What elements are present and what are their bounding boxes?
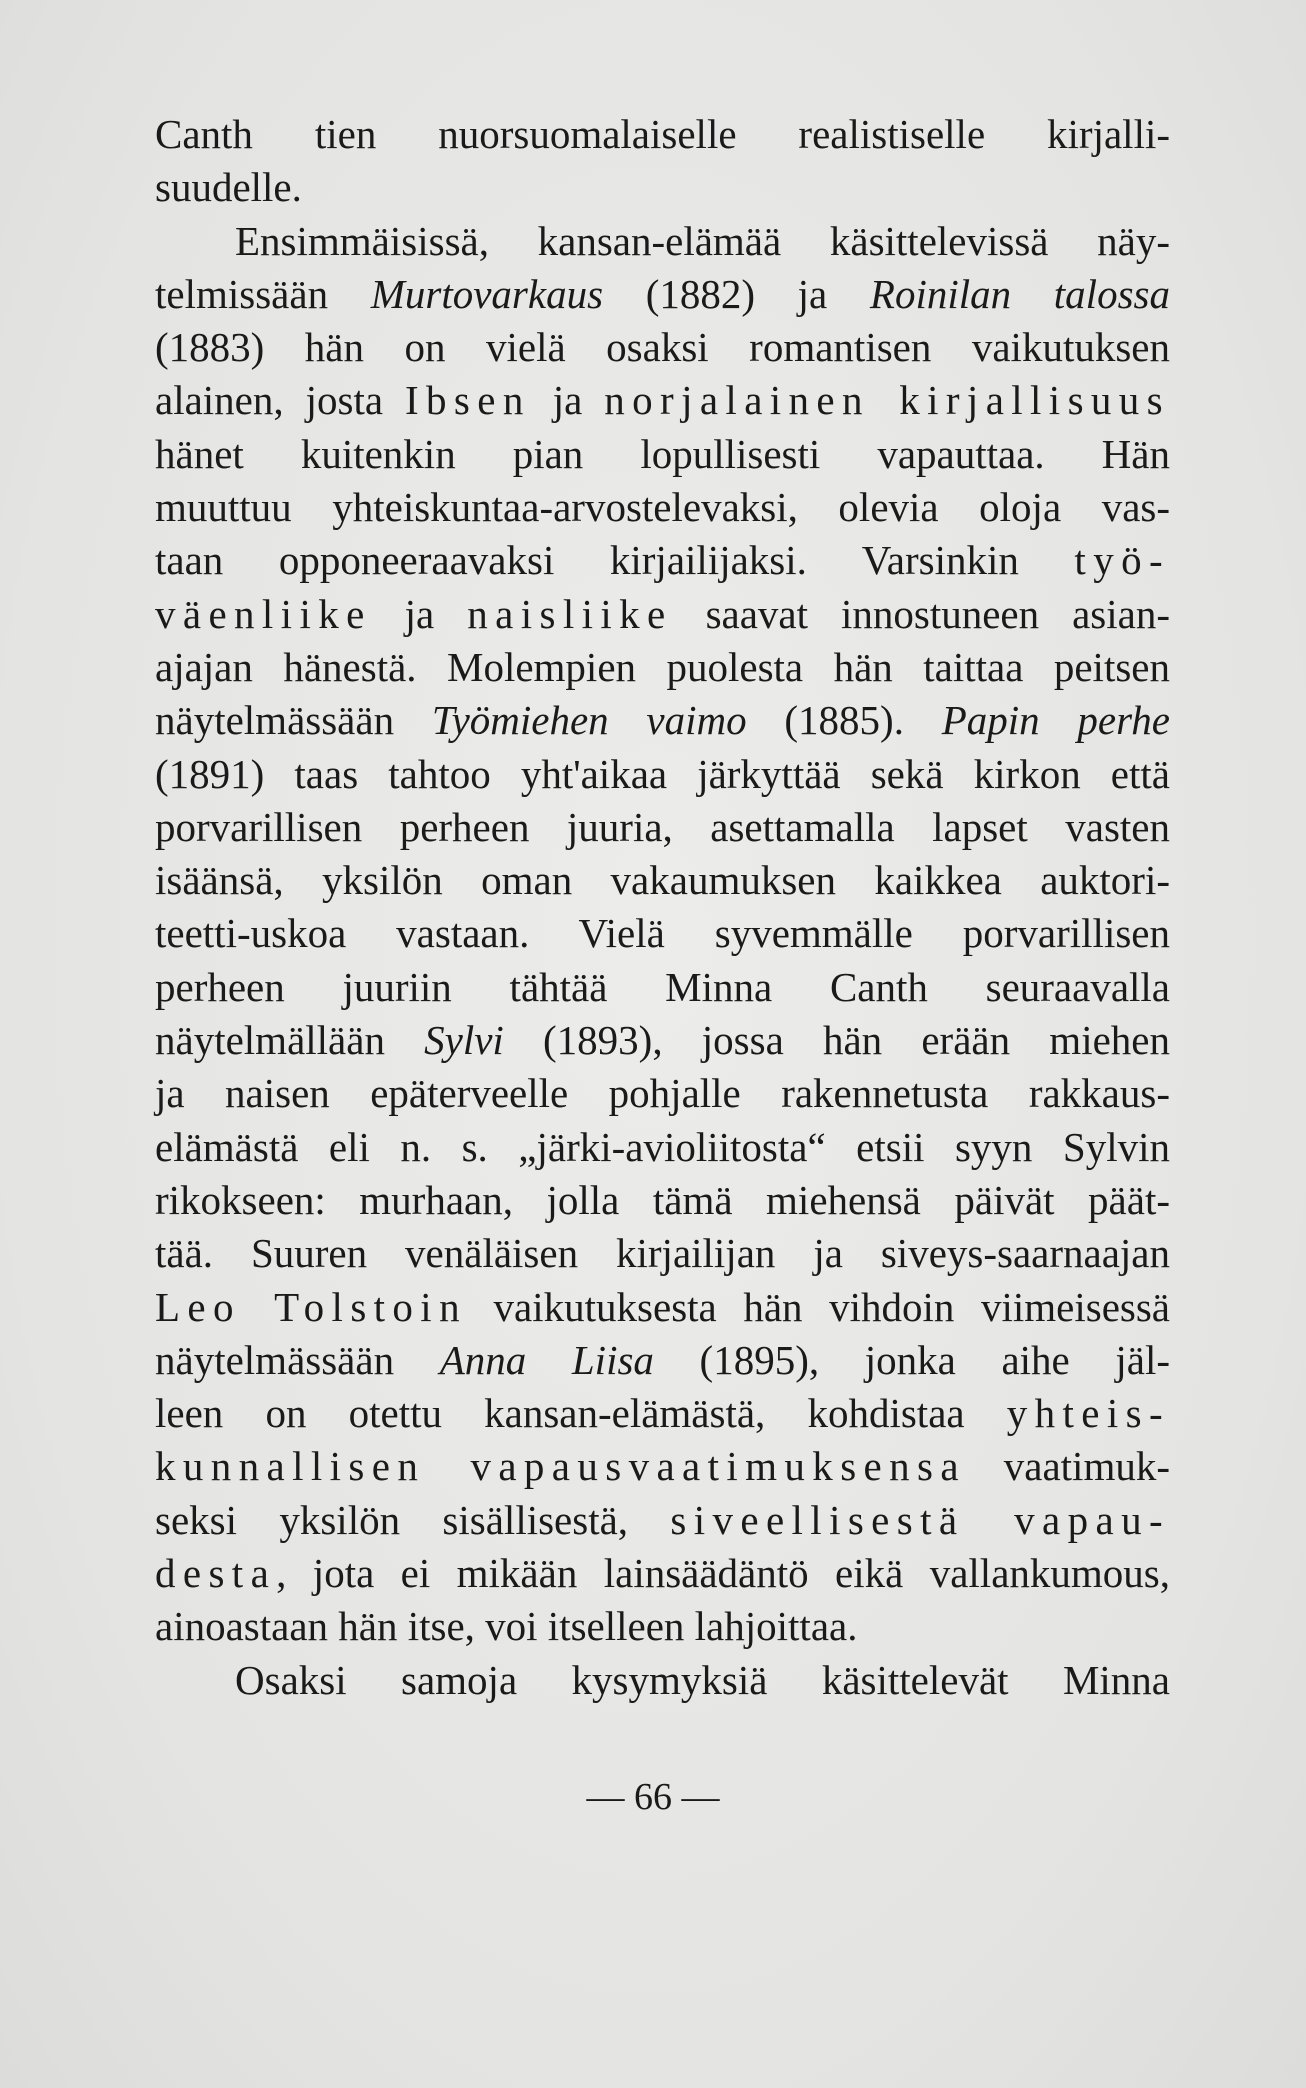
text-line	[155, 961, 1170, 1014]
text-line	[155, 215, 1170, 268]
italic-title-text: Työmiehen vaimo	[431, 697, 747, 744]
text-segment: isäänsä, yksilön oman vakaumuksen kaikkea auktori-	[155, 857, 1170, 904]
text-segment: , jota ei mikään lainsäädäntö eikä vallankumous,	[276, 1550, 1170, 1597]
text-line	[155, 801, 1170, 854]
text-segment: (1891) taas tahtoo yht'aikaa järkyttää sekä kirkon että	[155, 750, 1170, 797]
text-segment: muuttuu yhteiskuntaa-arvostelevaksi, olevia oloja vas-	[155, 484, 1170, 531]
text-line	[155, 534, 1170, 587]
text-line	[155, 1494, 1170, 1547]
text-line	[155, 481, 1170, 534]
text-line	[155, 748, 1170, 801]
text-segment: vaatimuk-	[965, 1443, 1170, 1490]
text-segment: (1882) ja	[603, 270, 870, 317]
text-segment: (1883) hän on vielä osaksi romantisen vaikutuksen	[155, 324, 1170, 371]
spaced-emphasis-text: kunnallisen vapausvaatimuksensa	[155, 1443, 966, 1490]
text-segment: näytelmässään	[155, 1336, 440, 1383]
spaced-emphasis-text: Ibsen	[405, 377, 531, 424]
spaced-emphasis-text: siveellisestä vapau-	[670, 1496, 1170, 1543]
text-segment: taan opponeeraavaksi kirjailijaksi. Varsinkin	[155, 537, 1075, 584]
text-segment: tää. Suuren venäläisen kirjailijan ja siveys-saarnaajan	[155, 1230, 1170, 1277]
text-segment: porvarillisen perheen juuria, asettamalla lapset vasten	[155, 803, 1170, 850]
text-line	[155, 374, 1170, 427]
spaced-emphasis-text: norjalainen kirjallisuus	[604, 377, 1171, 424]
text-segment: elämästä eli n. s. „järki-avioliitosta“ etsii syyn Sylvin	[155, 1123, 1170, 1170]
text-segment: alainen, josta	[155, 377, 406, 424]
text-line	[155, 1227, 1170, 1280]
text-segment: Osaksi samoja kysymyksiä käsittelevät Minna	[235, 1656, 1170, 1703]
text-line	[155, 1654, 1170, 1707]
text-segment: perheen juuriin tähtää Minna Canth seuraavalla	[155, 963, 1170, 1010]
italic-title-text: Murtovarkaus	[370, 270, 604, 317]
spaced-emphasis-text: naisliike	[467, 590, 673, 637]
text-segment: Canth tien nuorsuomalaiselle realistiselle kirjalli-	[155, 111, 1170, 157]
body-text	[155, 108, 1170, 1707]
italic-title-text: Anna Liisa	[439, 1336, 654, 1383]
text-segment: näytelmällään	[155, 1017, 425, 1064]
text-segment: hänet kuitenkin pian lopullisesti vapauttaa. Hän	[155, 430, 1170, 477]
text-segment: (1885).	[746, 697, 942, 744]
text-segment: (1893), jossa hän erään miehen	[503, 1017, 1170, 1064]
text-line	[155, 1281, 1170, 1334]
spaced-emphasis-text: työ-	[1074, 537, 1170, 584]
text-segment: saavat innostuneen asian-	[672, 590, 1171, 637]
text-line	[155, 161, 1170, 214]
italic-title-text: Roinilan talossa	[869, 270, 1170, 317]
text-line	[155, 1174, 1170, 1227]
text-line	[155, 321, 1170, 374]
text-line	[155, 854, 1170, 907]
text-line	[155, 1067, 1170, 1120]
text-segment: teetti-uskoa vastaan. Vielä syvemmälle porvarillisen	[155, 910, 1170, 957]
text-line	[155, 1014, 1170, 1067]
text-segment: suudelle.	[155, 164, 302, 211]
text-line	[155, 268, 1170, 321]
text-segment: telmissään	[155, 270, 371, 317]
text-segment: ja	[530, 377, 605, 424]
text-segment: ja naisen epäterveelle pohjalle rakennetusta rakkaus-	[155, 1070, 1170, 1117]
spaced-emphasis-text: väenliike	[155, 590, 372, 637]
text-segment: ja	[371, 590, 468, 637]
text-segment: leen on otettu kansan-elämästä, kohdistaa	[155, 1390, 1007, 1437]
text-line	[155, 1440, 1170, 1493]
text-line	[155, 588, 1170, 641]
text-segment: vaikutuksesta hän vihdoin viimeisessä	[466, 1283, 1171, 1330]
text-line	[155, 1387, 1170, 1440]
spaced-emphasis-text: desta	[155, 1550, 277, 1597]
italic-title-text: Papin perhe	[941, 697, 1170, 744]
text-line	[155, 428, 1170, 481]
text-line	[155, 1600, 1170, 1653]
page-number: — 66 —	[586, 1776, 720, 1818]
text-segment: näytelmässään	[155, 697, 432, 744]
text-segment: ajajan hänestä. Molempien puolesta hän taittaa peitsen	[155, 643, 1170, 690]
text-line	[155, 108, 1170, 161]
text-line	[155, 1334, 1170, 1387]
spaced-emphasis-text: yhteis-	[1006, 1390, 1170, 1437]
text-segment: seksi yksilön sisällisestä,	[155, 1496, 671, 1543]
text-line	[155, 641, 1170, 694]
text-line	[155, 1547, 1170, 1600]
spaced-emphasis-text: Leo Tolstoin	[155, 1283, 467, 1330]
text-line	[155, 694, 1170, 747]
text-line	[155, 907, 1170, 960]
text-segment: ainoastaan hän itse, voi itselleen lahjoittaa.	[155, 1603, 858, 1650]
text-line	[155, 1121, 1170, 1174]
text-segment: (1895), jonka aihe jäl-	[653, 1336, 1170, 1383]
italic-title-text: Sylvi	[424, 1017, 504, 1064]
text-segment: rikokseen: murhaan, jolla tämä miehensä päivät päät-	[155, 1176, 1170, 1223]
text-segment: Ensimmäisissä, kansan-elämää käsittelevissä näy-	[235, 217, 1170, 264]
